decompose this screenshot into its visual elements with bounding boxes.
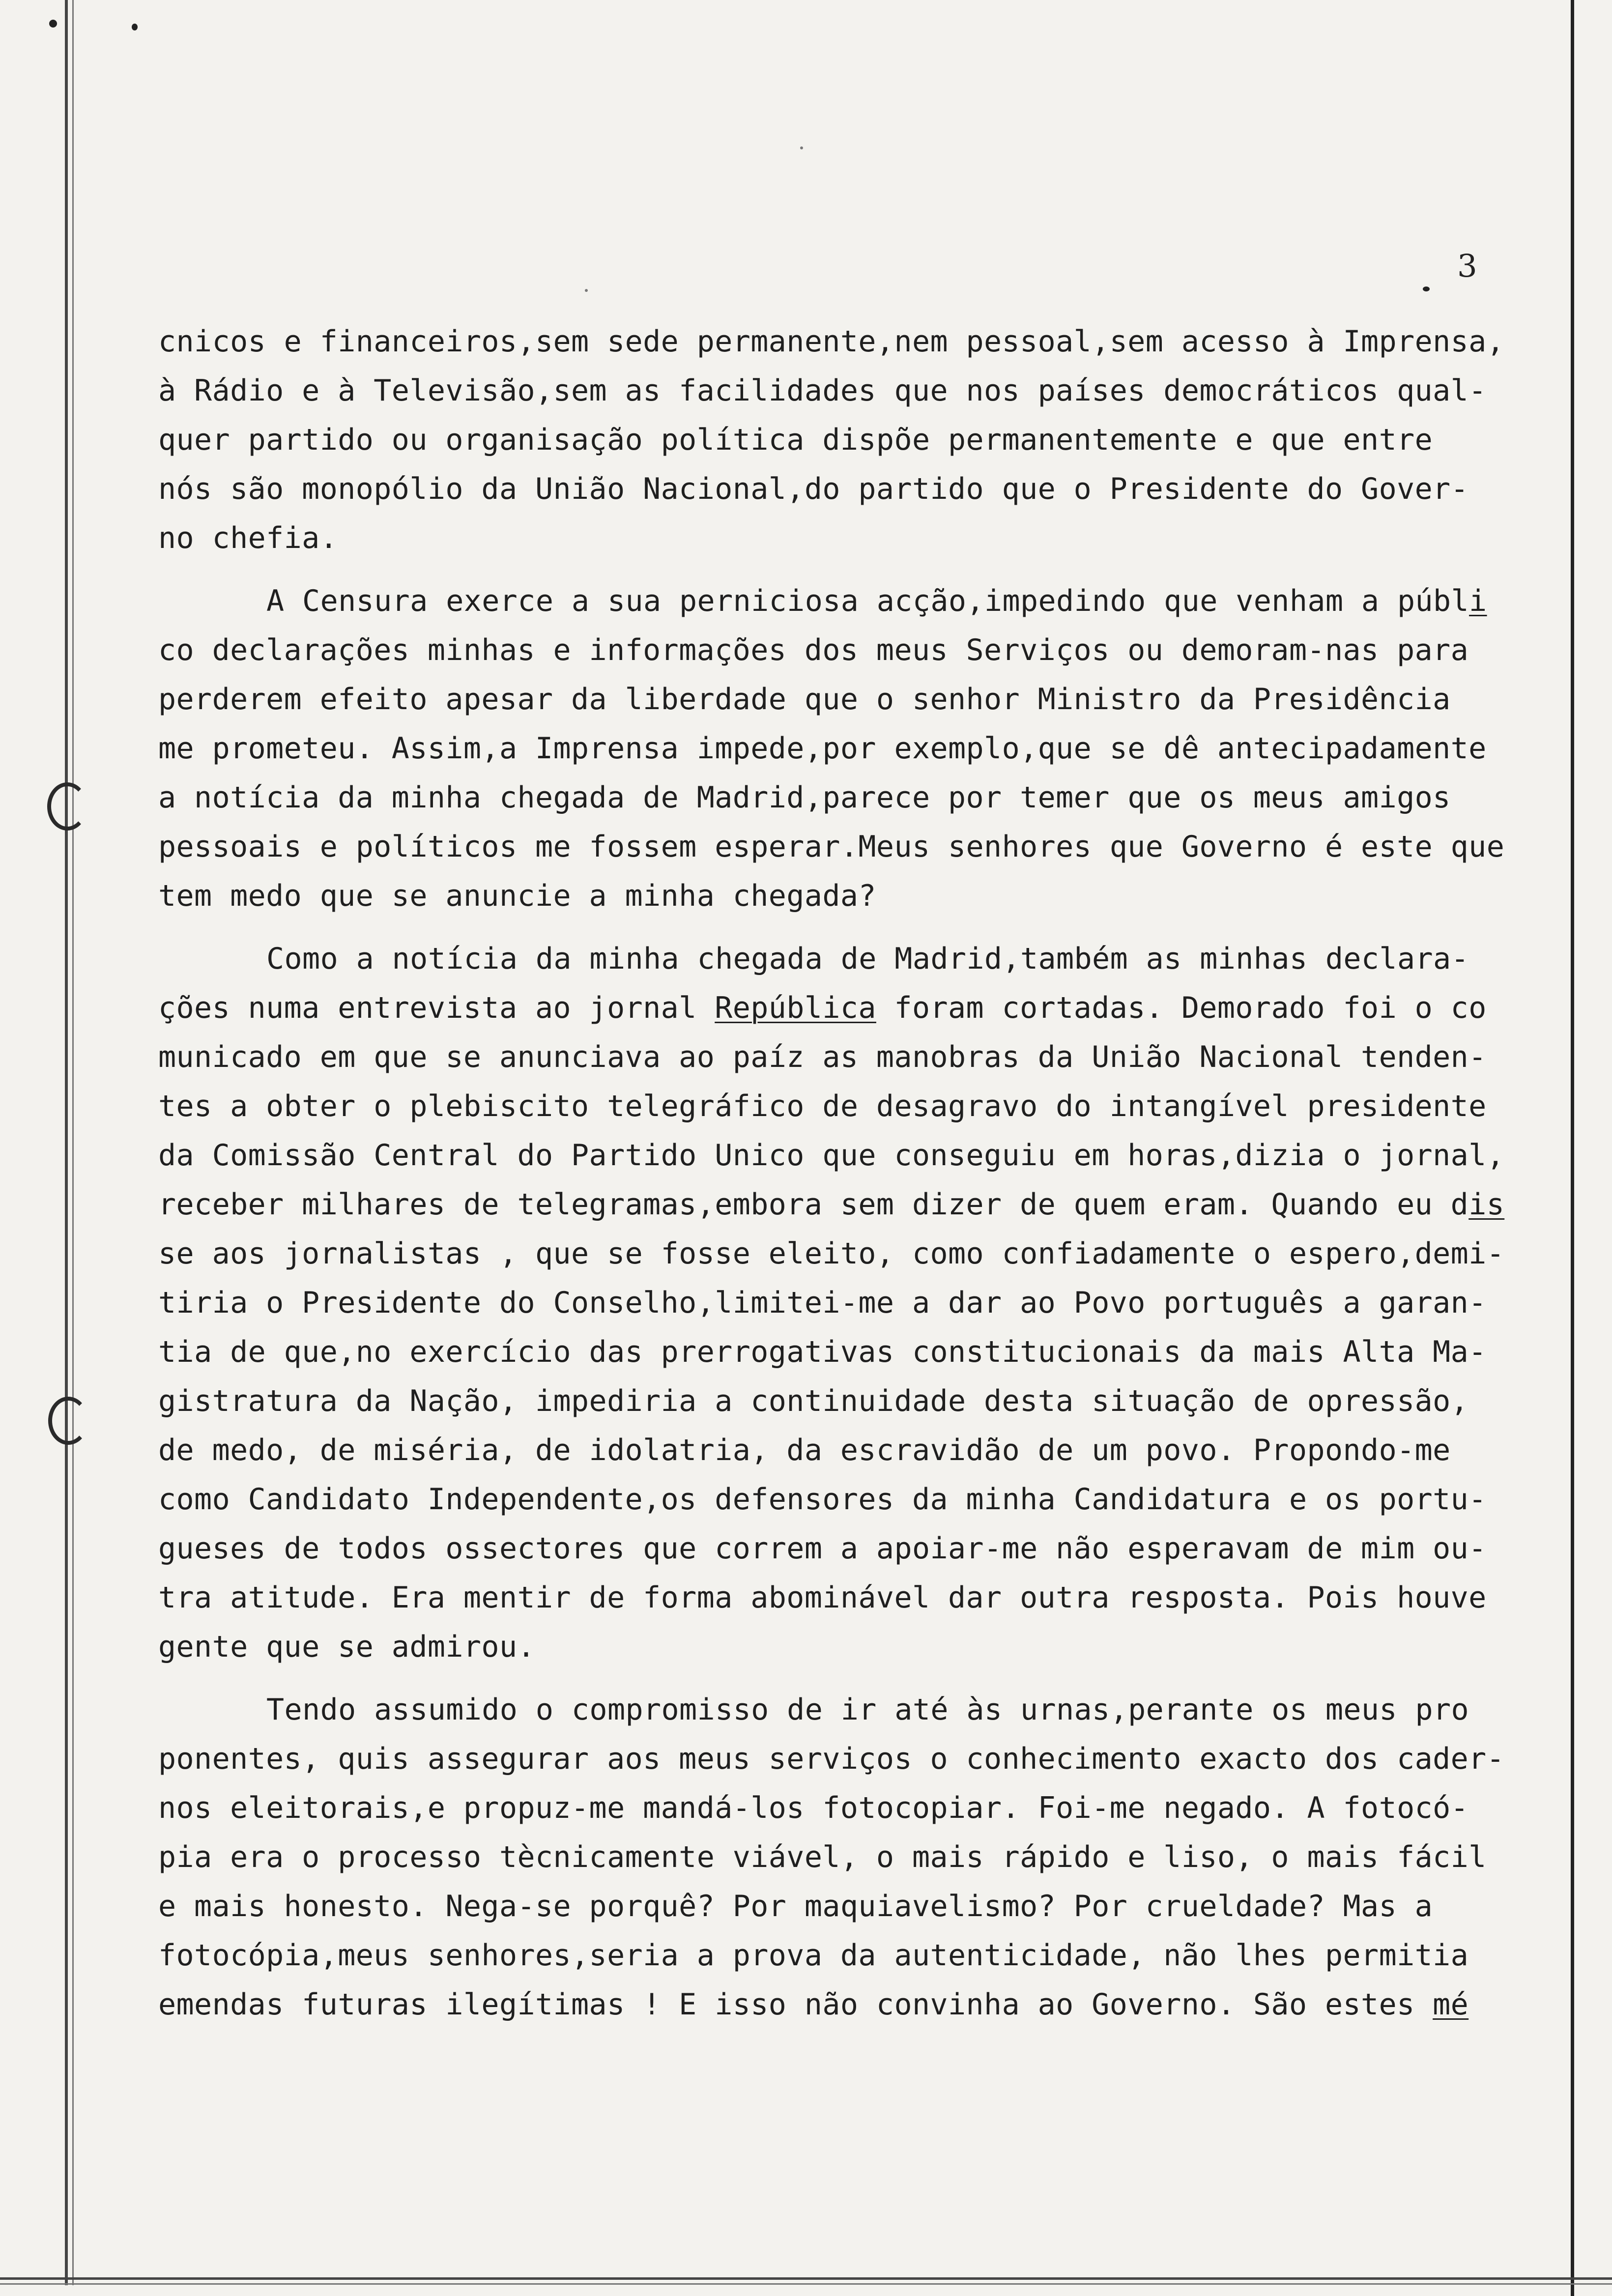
text-line: co declarações minhas e informações dos meus Serviços ou demoram-nas para xyxy=(158,633,1469,667)
text-line: pia era o processo tècnicamente viável, o mais rápido e liso, o mais fácil xyxy=(158,1840,1487,1874)
paragraph-gap xyxy=(158,563,1485,576)
text-line: receber milhares de telegramas,embora sem dizer de quem eram. Quando eu dis xyxy=(158,1187,1505,1222)
ink-speck xyxy=(1423,287,1430,291)
text-line: ponentes, quis assegurar aos meus serviços o conhecimento exacto dos cader- xyxy=(158,1742,1505,1776)
bottom-edge-rule xyxy=(0,2277,1612,2280)
text-line: à Rádio e à Televisão,sem as facilidades que nos países democráticos qual- xyxy=(158,373,1487,408)
left-margin-rule xyxy=(65,0,68,2285)
page-number: 3 xyxy=(1457,248,1477,285)
text-line: no chefia. xyxy=(158,521,338,555)
paragraph-gap xyxy=(158,1671,1485,1685)
text-line: emendas futuras ilegítimas ! E isso não convinha ao Governo. São estes mé xyxy=(158,1987,1469,2022)
paragraph xyxy=(158,1685,1505,2029)
text-line: da Comissão Central do Partido Unico que conseguiu em horas,dizia o jornal, xyxy=(158,1138,1505,1173)
text-line: gueses de todos ossectores que correm a apoiar-me não esperavam de mim ou- xyxy=(158,1531,1487,1566)
ink-speck xyxy=(132,24,138,30)
text-line: a notícia da minha chegada de Madrid,parece por temer que os meus amigos xyxy=(158,780,1451,815)
bottom-edge-rule-secondary xyxy=(0,2283,1612,2285)
text-line: me prometeu. Assim,a Imprensa impede,por exemplo,que se dê antecipadamente xyxy=(158,731,1487,766)
punch-hole-mark xyxy=(47,782,87,831)
text-line: Tendo assumido o compromisso de ir até às urnas,perante os meus pro xyxy=(266,1693,1469,1727)
ink-speck xyxy=(800,146,803,149)
text-line: de medo, de miséria, de idolatria, da escravidão de um povo. Propondo-me xyxy=(158,1433,1451,1467)
text-line: quer partido ou organisação política dispõe permanentemente e que entre xyxy=(158,423,1433,457)
paragraph xyxy=(158,576,1505,920)
ink-speck xyxy=(585,289,588,292)
text-line: cnicos e financeiros,sem sede permanente,nem pessoal,sem acesso à Imprensa, xyxy=(158,324,1505,359)
text-line: A Censura exerce a sua perniciosa acção,impedindo que venham a públi xyxy=(266,584,1487,618)
text-line: gistratura da Nação, impediria a continuidade desta situação de opressão, xyxy=(158,1384,1469,1418)
text-line: municado em que se anunciava ao paíz as manobras da União Nacional tenden- xyxy=(158,1040,1487,1074)
text-line: se aos jornalistas , que se fosse eleito, como confiadamente o espero,demi- xyxy=(158,1236,1505,1271)
text-line: fotocópia,meus senhores,seria a prova da autenticidade, não lhes permitia xyxy=(158,1938,1469,1973)
text-line: nos eleitorais,e propuz-me mandá-los fotocopiar. Foi-me negado. A fotocó- xyxy=(158,1791,1469,1825)
text-line: tia de que,no exercício das prerrogativas constitucionais da mais Alta Ma- xyxy=(158,1335,1487,1369)
punch-hole-mark xyxy=(48,1397,88,1445)
text-line: Como a notícia da minha chegada de Madrid,também as minhas declara- xyxy=(266,942,1469,976)
paragraph-gap xyxy=(158,920,1485,934)
paragraph xyxy=(158,317,1505,563)
text-line: tem medo que se anuncie a minha chegada? xyxy=(158,879,876,913)
body-text xyxy=(158,317,1505,2029)
text-line: perderem efeito apesar da liberdade que o senhor Ministro da Presidência xyxy=(158,682,1451,717)
text-line: nós são monopólio da União Nacional,do partido que o Presidente do Gover- xyxy=(158,472,1469,506)
text-line: tiria o Presidente do Conselho,limitei-me a dar ao Povo português a garan- xyxy=(158,1286,1487,1320)
text-line: gente que se admirou. xyxy=(158,1630,535,1664)
text-line: e mais honesto. Nega-se porquê? Por maquiavelismo? Por crueldade? Mas a xyxy=(158,1889,1433,1923)
ink-speck xyxy=(49,20,57,28)
text-line: pessoais e políticos me fossem esperar.Meus senhores que Governo é este que xyxy=(158,830,1505,864)
text-line: tes a obter o plebiscito telegráfico de desagravo do intangível presidente xyxy=(158,1089,1487,1123)
text-line: tra atitude. Era mentir de forma abominável dar outra resposta. Pois houve xyxy=(158,1580,1487,1615)
text-line: ções numa entrevista ao jornal República foram cortadas. Demorado foi o co xyxy=(158,991,1487,1025)
text-line: como Candidato Independente,os defensores da minha Candidatura e os portu- xyxy=(158,1482,1487,1517)
paragraph xyxy=(158,934,1505,1671)
left-margin-rule-secondary xyxy=(72,0,74,2285)
right-margin-rule xyxy=(1571,0,1574,2296)
